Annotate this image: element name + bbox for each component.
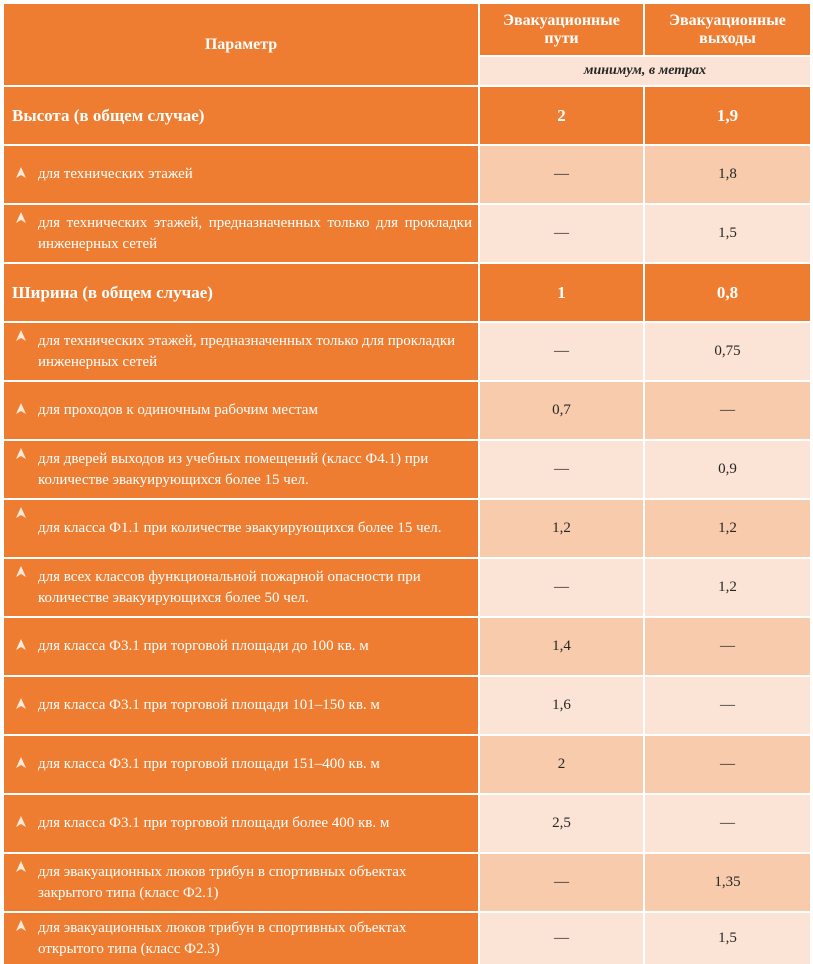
row-exits-text: 1,2 (718, 579, 737, 595)
section-title (4, 87, 478, 144)
row-routes-text: — (554, 343, 569, 359)
row-routes-text: 2,5 (552, 815, 571, 831)
row-routes-value (480, 854, 643, 911)
row-exits-text: 1,2 (718, 520, 737, 536)
section-exits-text: 1,9 (716, 105, 739, 125)
arrow-bullet-icon (14, 447, 28, 461)
row-parameter (4, 382, 478, 439)
table-row (4, 854, 810, 911)
row-routes-text: 0,7 (552, 402, 571, 418)
table-row (4, 146, 810, 203)
section-title-text: Ширина (в общем случае) (12, 282, 213, 302)
row-parameter-text: для проходов к одиночным рабочим местам (38, 402, 318, 418)
row-parameter (4, 854, 478, 911)
header-routes (480, 4, 643, 55)
row-parameter-text: для класса Ф3.1 при торговой площади более 400 кв. м (38, 815, 390, 831)
table-row (4, 205, 810, 262)
table-row (4, 441, 810, 498)
arrow-bullet-icon (14, 919, 28, 933)
row-routes-text: — (554, 579, 569, 595)
row-routes-value (480, 323, 643, 380)
row-routes-value (480, 736, 643, 793)
row-parameter-text: для эвакуационных люков трибун в спортивных объектах открытого типа (класс Ф2.3) (38, 919, 407, 957)
header-parameter (4, 4, 478, 85)
row-exits-value (645, 618, 810, 675)
row-parameter-text: для технических этажей (38, 166, 193, 182)
row-exits-value (645, 441, 810, 498)
table-row (4, 500, 810, 557)
row-routes-value (480, 795, 643, 852)
section-title (4, 264, 478, 321)
section-routes-text: 2 (557, 105, 566, 125)
row-exits-value (645, 146, 810, 203)
arrow-bullet-icon (14, 402, 28, 416)
row-routes-text: — (554, 461, 569, 477)
row-exits-text: 1,35 (714, 874, 741, 890)
row-exits-text: — (720, 756, 735, 772)
header-routes-label: Эвакуационные пути (503, 11, 620, 47)
section-row-width (4, 264, 810, 321)
row-exits-text: — (720, 697, 735, 713)
section-routes-value (480, 87, 643, 144)
row-exits-value (645, 677, 810, 734)
table-row (4, 795, 810, 852)
row-parameter-text: для класса Ф1.1 при количестве эвакуирующихся более 15 чел. (38, 520, 442, 536)
arrow-bullet-icon (14, 860, 28, 874)
row-exits-value (645, 500, 810, 557)
arrow-bullet-icon (14, 638, 28, 652)
row-parameter-text: для всех классов функциональной пожарной опасности при количестве эвакуирующихся более 50 чел. (38, 568, 421, 606)
row-parameter (4, 559, 478, 616)
row-exits-text: 1,5 (718, 930, 737, 946)
row-exits-value (645, 795, 810, 852)
row-routes-text: — (554, 166, 569, 182)
row-routes-value (480, 205, 643, 262)
row-routes-value (480, 559, 643, 616)
row-routes-value (480, 913, 643, 964)
row-exits-value (645, 205, 810, 262)
row-parameter-text: для класса Ф3.1 при торговой площади 151–400 кв. м (38, 756, 380, 772)
row-parameter (4, 736, 478, 793)
row-routes-value (480, 500, 643, 557)
row-routes-value (480, 618, 643, 675)
row-parameter-text: для технических этажей, предназначенных только для прокладки инженерных сетей (38, 214, 472, 252)
row-routes-value (480, 146, 643, 203)
section-title-text: Высота (в общем случае) (12, 105, 205, 125)
row-routes-value (480, 677, 643, 734)
row-parameter-text: для эвакуационных люков трибун в спортивных объектах закрытого типа (класс Ф2.1) (38, 863, 407, 901)
row-parameter (4, 323, 478, 380)
row-parameter (4, 441, 478, 498)
row-parameter-text: для класса Ф3.1 при торговой площади 101–150 кв. м (38, 697, 380, 713)
row-exits-value (645, 913, 810, 964)
arrow-bullet-icon (14, 506, 28, 520)
header-unit-note-label: минимум, в метрах (583, 63, 707, 78)
row-exits-value (645, 323, 810, 380)
row-exits-value (645, 736, 810, 793)
row-exits-text: 1,5 (718, 225, 737, 241)
row-exits-text: — (720, 638, 735, 654)
row-routes-text: 2 (557, 756, 566, 772)
section-routes-value (480, 264, 643, 321)
row-exits-text: 0,75 (714, 343, 741, 359)
row-parameter (4, 500, 478, 557)
section-exits-text: 0,8 (716, 282, 739, 302)
row-exits-text: 1,8 (718, 166, 737, 182)
row-routes-text: 1,4 (552, 638, 571, 654)
row-routes-text: — (554, 225, 569, 241)
arrow-bullet-icon (14, 329, 28, 343)
row-parameter (4, 146, 478, 203)
row-parameter (4, 795, 478, 852)
table-row (4, 736, 810, 793)
row-exits-text: — (720, 402, 735, 418)
row-parameter-text: для технических этажей, предназначенных только для прокладки инженерных сетей (38, 332, 456, 370)
row-parameter (4, 205, 478, 262)
header-exits (645, 4, 810, 55)
arrow-bullet-icon (14, 565, 28, 579)
section-row-height (4, 87, 810, 144)
row-exits-value (645, 854, 810, 911)
row-routes-value (480, 382, 643, 439)
row-exits-value (645, 559, 810, 616)
row-routes-text: — (554, 874, 569, 890)
section-exits-value (645, 264, 810, 321)
arrow-bullet-icon (14, 211, 28, 225)
row-parameter (4, 913, 478, 964)
table-header (4, 4, 810, 85)
arrow-bullet-icon (14, 166, 28, 180)
table-row (4, 618, 810, 675)
row-parameter (4, 618, 478, 675)
section-routes-text: 1 (557, 282, 566, 302)
arrow-bullet-icon (14, 697, 28, 711)
header-unit-note (480, 57, 810, 85)
row-routes-text: 1,6 (552, 697, 571, 713)
row-routes-text: — (554, 930, 569, 946)
row-routes-value (480, 441, 643, 498)
arrow-bullet-icon (14, 756, 28, 770)
arrow-bullet-icon (14, 815, 28, 829)
header-exits-label: Эвакуационные выходы (669, 11, 786, 47)
table-row (4, 323, 810, 380)
row-parameter (4, 677, 478, 734)
row-exits-text: 0,9 (718, 461, 737, 477)
table-row (4, 382, 810, 439)
header-parameter-label: Параметр (204, 35, 278, 53)
row-parameter-text: для дверей выходов из учебных помещений (класс Ф4.1) при количестве эвакуирующихся более 15 чел. (38, 450, 429, 488)
row-exits-value (645, 382, 810, 439)
table-row (4, 559, 810, 616)
table-row (4, 677, 810, 734)
table-row (4, 913, 810, 964)
row-parameter-text: для класса Ф3.1 при торговой площади до 100 кв. м (38, 638, 369, 654)
section-exits-value (645, 87, 810, 144)
row-routes-text: 1,2 (552, 520, 571, 536)
row-exits-text: — (720, 815, 735, 831)
